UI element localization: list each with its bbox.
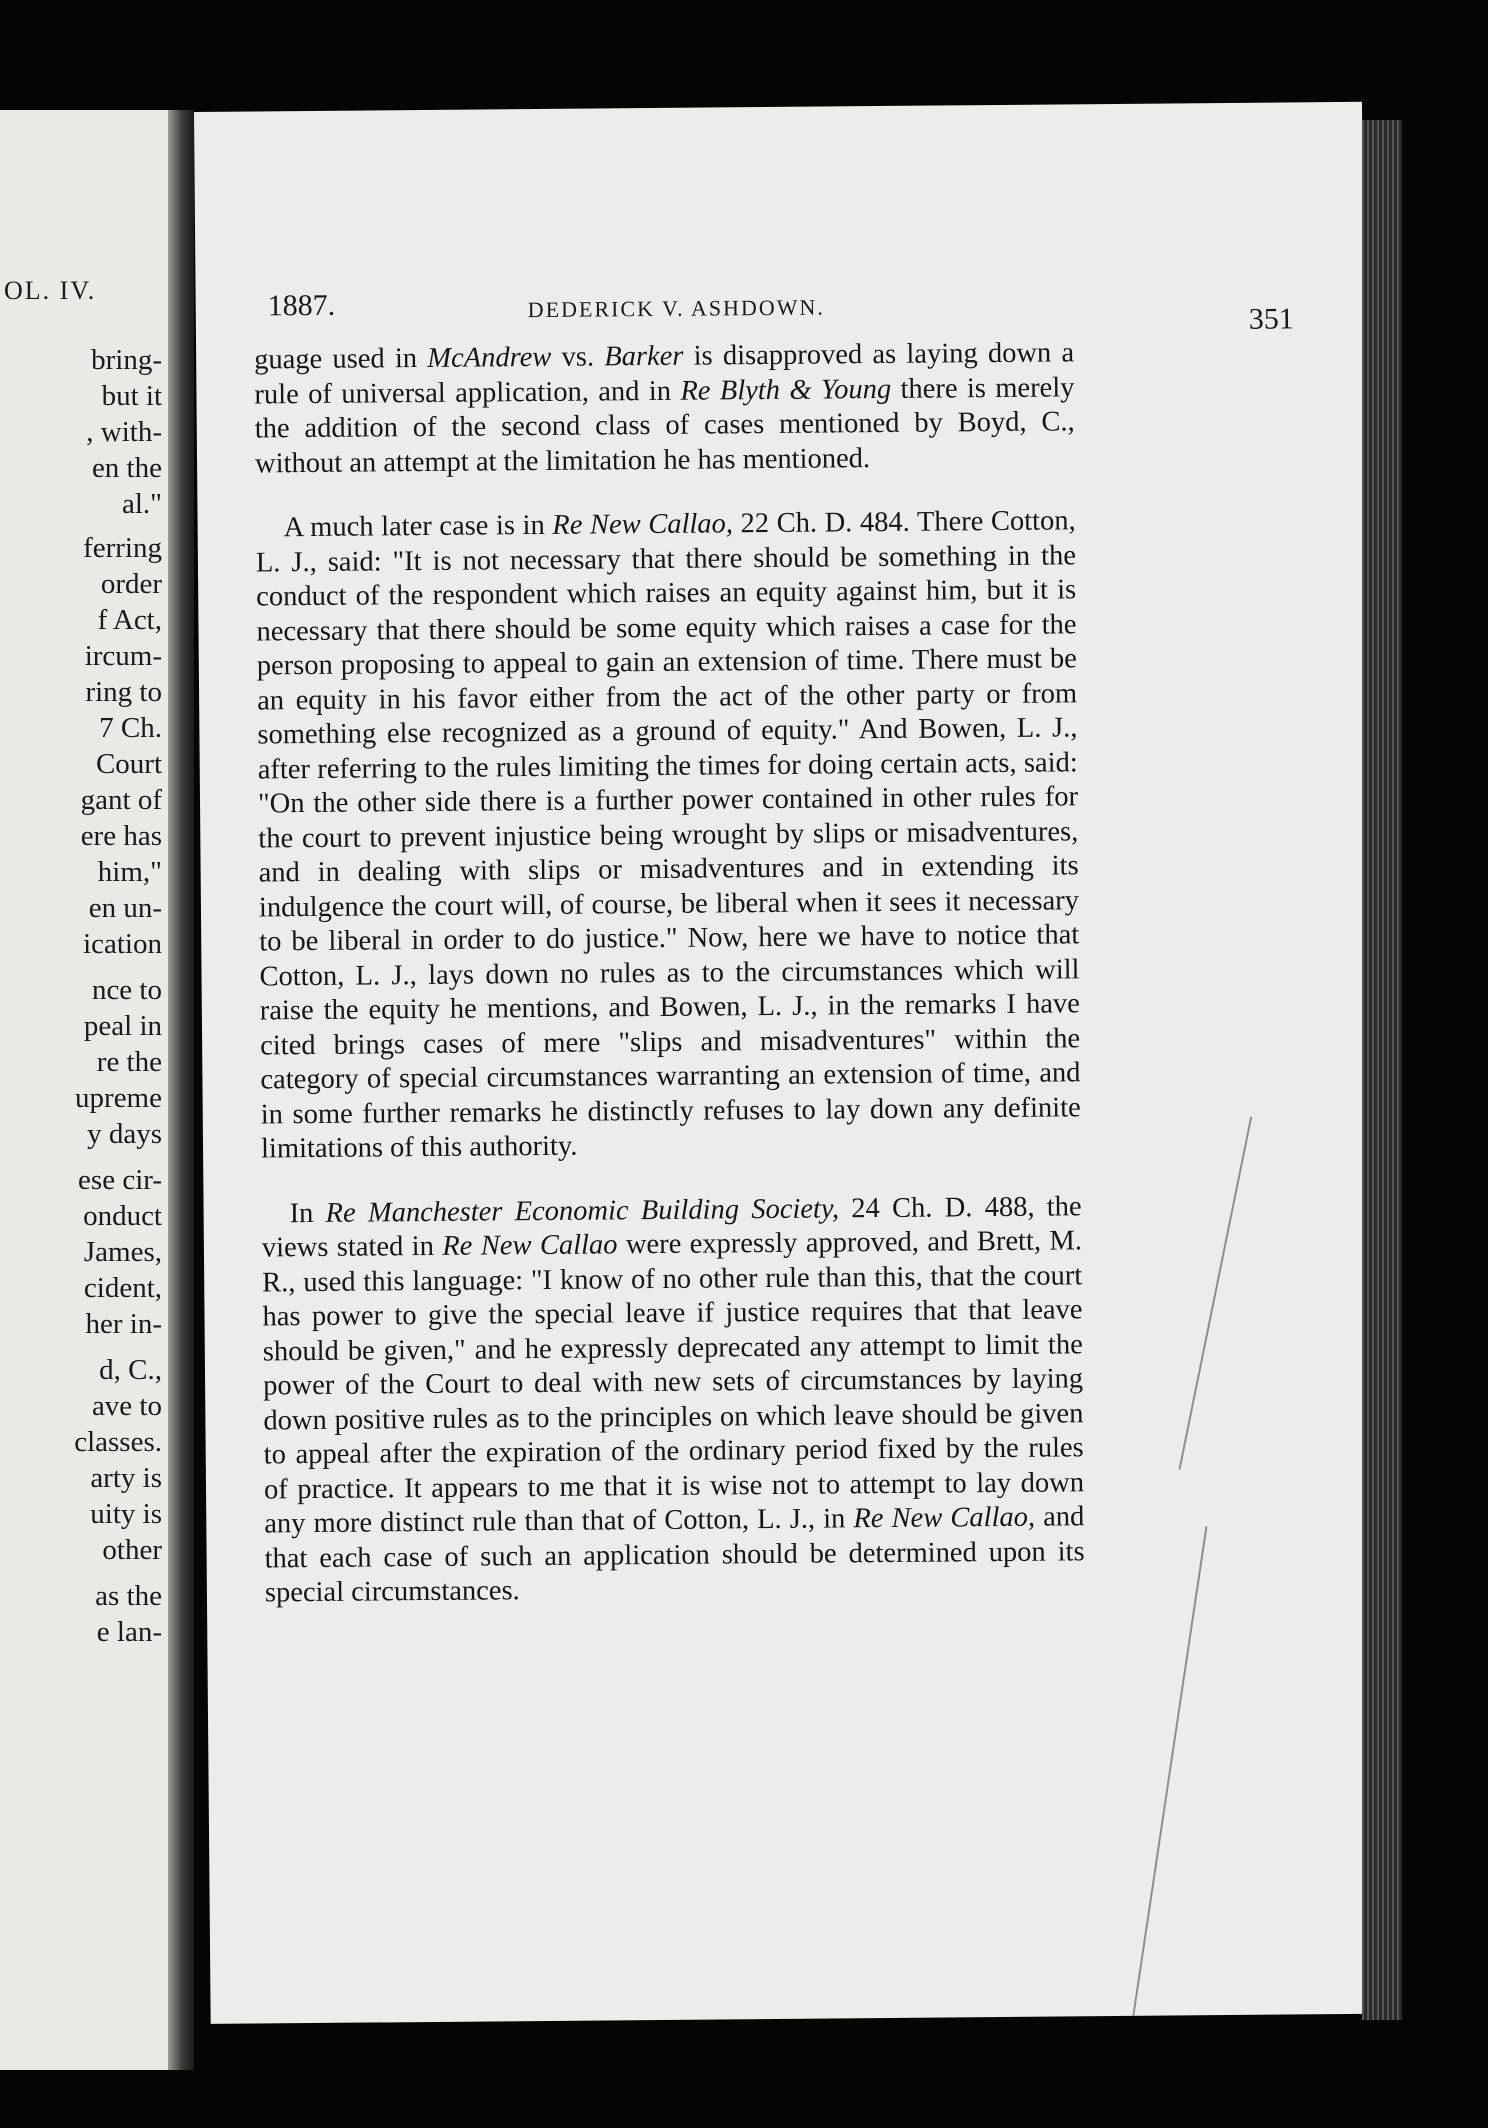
left-page-line-fragment: en the (91, 452, 162, 484)
text-run: is disapproved as laying down a rule of universal application, and in (254, 337, 1075, 410)
text-run: vs. (551, 341, 605, 373)
header-year: 1887. (267, 288, 336, 323)
left-page-line-fragment: ring to (85, 676, 162, 708)
left-page-line-fragment: e lan- (96, 1616, 162, 1648)
left-page-line-fragment: ferring (83, 532, 162, 564)
left-page-line-fragment: gant of (80, 784, 162, 816)
left-page-line-fragment: James, (83, 1236, 162, 1268)
left-page-line-fragment: ese cir- (78, 1164, 162, 1196)
left-page-line-fragment: bring- (91, 344, 162, 376)
left-page-line-fragment: , with- (86, 416, 162, 448)
left-page-line-fragment: onduct (83, 1200, 162, 1232)
text-run: 22 Ch. D. 484. There Cotton, L. J., said: "It is not necessary that there should be something in the conduct of the respondent which raises an equity against him, but it is necessary that there should be some equity which raises a case for the person proposing to appeal to gain an extension of time. There must be an equity in his favor either from the act of the other party or from something else recognized as a ground of equity." And Bowen, L. J., after referring to the rules limiting the times for doing certain acts, said: "On the other side there is a further power contained in other rules for the court to prevent injustice being wrought by slips or misadventures, and in dealing with slips or misadventures and in extending its indulgence the court will, of course, be liberal when it sees it necessary to be liberal in order to do justice." Now, here we have to notice that Cotton, L. J., lays down no rules as to the circumstances which will raise the equity he mentions, and Bowen, L. J., in the remarks I have cited brings cases of mere "slips and misadventures" within the category of special circumstances warranting an extension of time, and in some further remarks he distinctly refuses to lay down any definite limitations of this authority. (255, 505, 1081, 1165)
left-page-line-fragment: nce to (91, 974, 162, 1006)
left-page-line-fragment: him," (97, 856, 162, 888)
left-page-line-fragment: en un- (88, 892, 162, 924)
left-page-line-fragment: Court (95, 748, 162, 780)
left-page-line-fragment: ave to (91, 1390, 162, 1422)
left-page-line-fragment: cident, (83, 1272, 162, 1304)
left-page-line-fragment: al." (121, 488, 162, 520)
left-page-header: OL. IV. (4, 276, 97, 305)
left-page-line-fragment: upreme (75, 1082, 162, 1114)
text-run: 24 Ch. D. 488, the views stated in (261, 1190, 1082, 1264)
left-page-line-fragment: re the (96, 1046, 162, 1078)
left-page-line-fragment: her in- (85, 1308, 162, 1340)
left-page-line-fragment: classes. (74, 1426, 162, 1458)
case-name: Barker (604, 340, 684, 373)
left-page-line-fragment: uity is (90, 1498, 162, 1530)
case-name: Re New Callao, (853, 1501, 1036, 1535)
text-run: and that each case of such an application should be determined upon its special circumstances. (264, 1501, 1085, 1609)
case-name: Re Manchester Economic Building Society, (325, 1192, 840, 1229)
left-page-line-fragment: other (102, 1534, 162, 1566)
case-name: Re New Callao (442, 1229, 618, 1262)
left-page-line-fragment: but it (101, 380, 162, 412)
header-title: DEDERICK V. ASHDOWN. (527, 294, 825, 323)
left-page-line-fragment: peal in (83, 1010, 162, 1042)
page-edges (1362, 120, 1402, 2020)
text-run: guage used in (254, 342, 428, 376)
paragraph-2 (255, 504, 1081, 1167)
case-name: McAndrew (427, 341, 552, 374)
left-page-line-fragment: ere has (80, 820, 162, 852)
body-text (254, 336, 1085, 1611)
paragraph-1 (254, 336, 1075, 481)
left-page (0, 110, 168, 2070)
text-run: In (289, 1197, 326, 1229)
case-name: Re Blyth & Young (680, 373, 892, 407)
running-header (268, 280, 1294, 339)
text-run: were expressly approved, and Brett, M. R., used this language: "I know of no other rule than this, that the court has power to give the special leave if justice requires that that leave should be given," and he expressly deprecated any attempt to limit the power of the Court to deal with new sets of circumstances by laying down positive rules as to the principles on which leave should be given to appeal after the expiration of the ordinary period fixed by the rules of practice. It appears to me that it is wise not to attempt to lay down any more distinct rule than that of Cotton, L. J., in (262, 1225, 1085, 1540)
paragraph-3 (261, 1190, 1085, 1611)
text-run: there is merely the addition of the second class of cases mentioned by Boyd, C., without an attempt at the limitation he has mentioned. (254, 371, 1075, 479)
left-page-line-fragment: ircum- (84, 640, 162, 672)
left-page-line-fragment: y days (87, 1118, 162, 1150)
left-page-line-fragment: as the (95, 1580, 162, 1612)
text-run: A much later case is in (283, 509, 553, 544)
page-number: 351 (1248, 302, 1294, 336)
left-page-line-fragment: ication (83, 928, 162, 960)
left-page-line-fragment: arty is (90, 1462, 162, 1494)
left-page-line-fragment: f Act, (97, 604, 162, 636)
pencil-margin-mark (1178, 1117, 1252, 1470)
right-page (194, 102, 1379, 2024)
book-gutter (168, 110, 194, 2070)
left-page-line-fragment: order (100, 568, 162, 600)
left-page-line-fragment: 7 Ch. (99, 712, 162, 744)
pencil-margin-mark (1132, 1526, 1208, 2021)
left-page-line-fragment: d, C., (99, 1354, 162, 1386)
case-name: Re New Callao, (552, 508, 734, 541)
